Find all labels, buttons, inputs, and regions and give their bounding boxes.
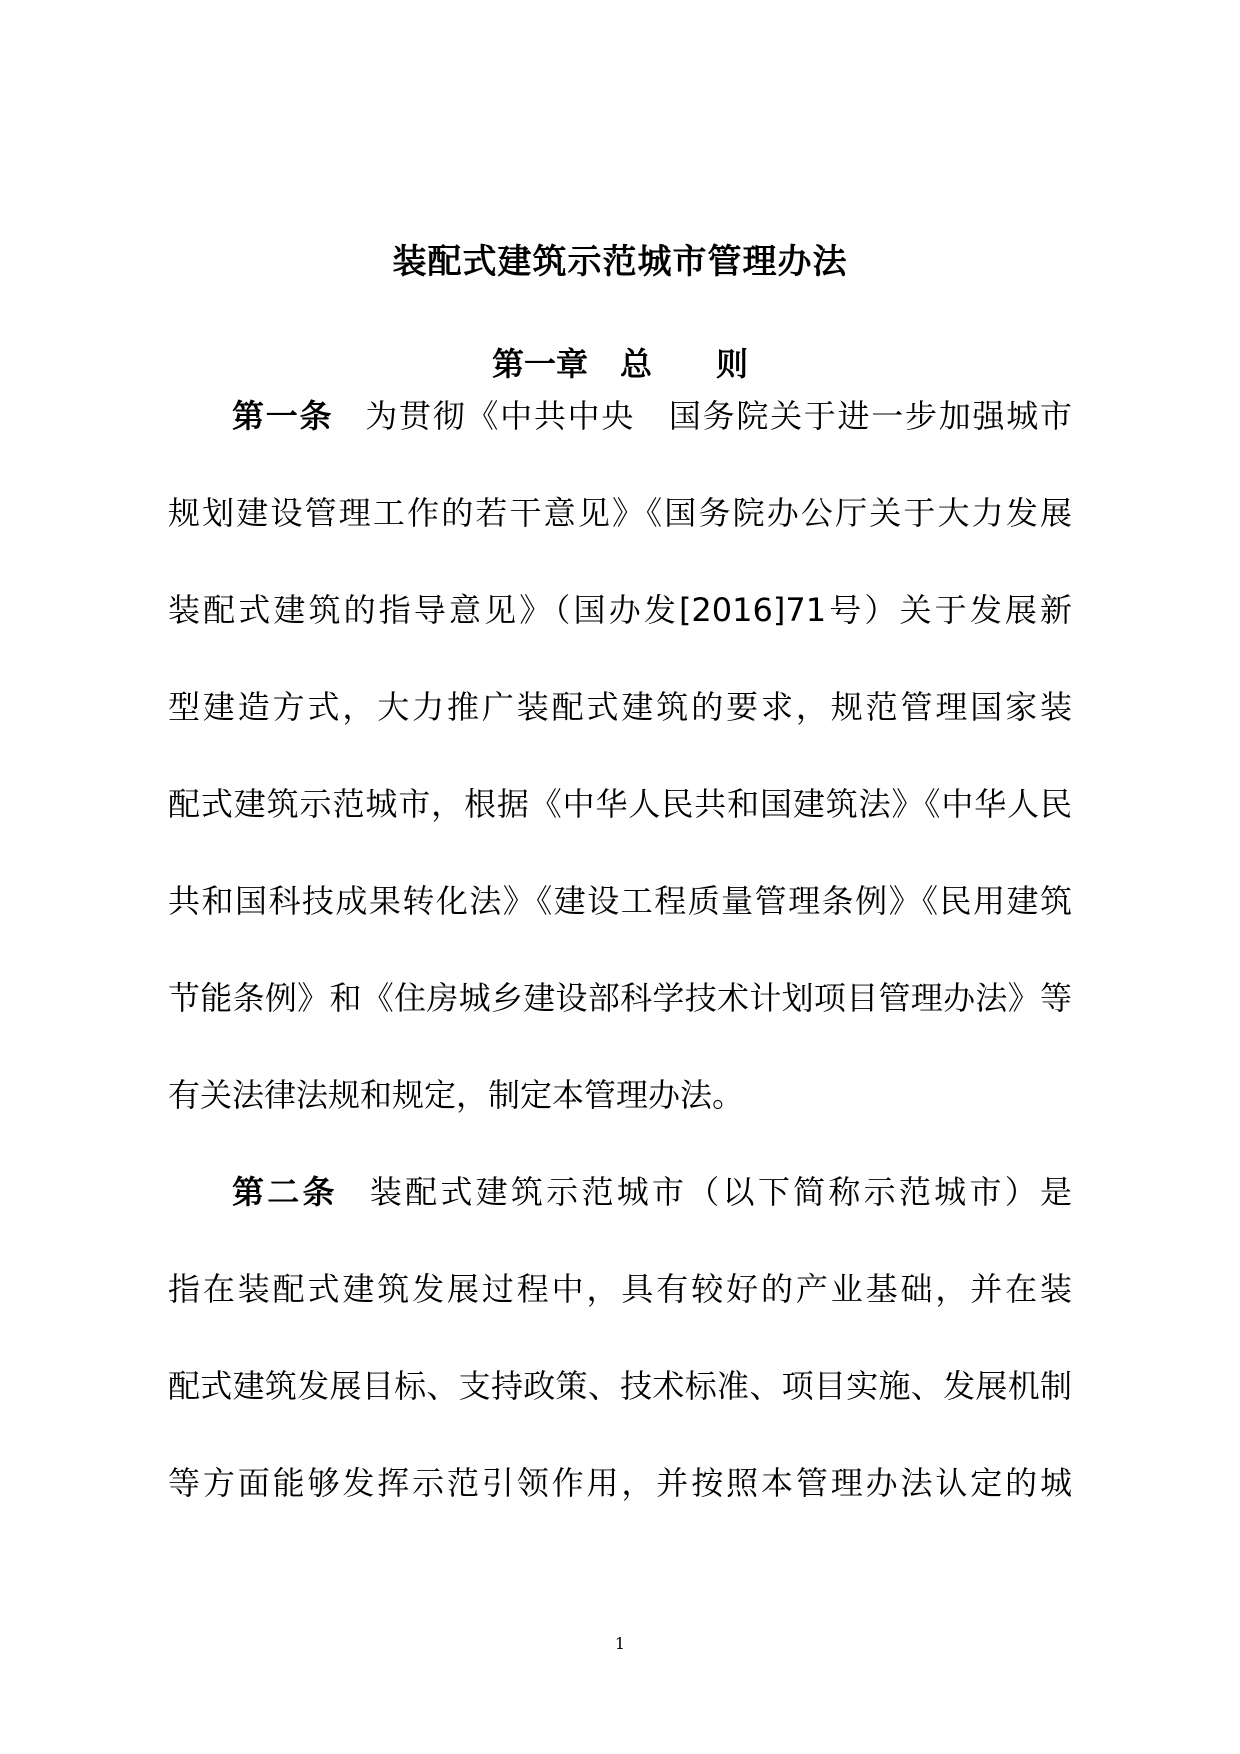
article-1-line: 共和国科技成果转化法》《建设工程质量管理条例》《民用建筑: [168, 882, 1072, 920]
article-1-text-segment: 国务院关于进一步加强城市: [667, 397, 1072, 435]
article-2-text-segment: 装配式建筑示范城市（以下简称示范城市）是: [369, 1173, 1072, 1211]
page-number: 1: [614, 1634, 626, 1653]
article-1-line: 规划建设管理工作的若干意见》《国务院办公厅关于大力发展: [168, 494, 1072, 532]
document-title: 装配式建筑示范城市管理办法: [392, 242, 848, 282]
article-2: [168, 1144, 1072, 1532]
article-1-text-segment: 为贯彻《中共中央: [365, 397, 636, 435]
article-2-line-1: [168, 1144, 1072, 1241]
chapter-heading: 第一章 总 则: [491, 345, 748, 383]
article-2-line: 指在装配式建筑发展过程中，具有较好的产业基础，并在装: [168, 1270, 1072, 1308]
article-1-line: 有关法律法规和规定，制定本管理办法。: [168, 1076, 745, 1114]
article-1-line-1: [168, 368, 1072, 465]
article-2-label: 第二条: [232, 1173, 338, 1211]
article-2-line: 等方面能够发挥示范引领作用，并按照本管理办法认定的城: [168, 1464, 1072, 1502]
article-1-label: 第一条: [232, 397, 334, 435]
article-1-line: 型建造方式，大力推广装配式建筑的要求，规范管理国家装: [168, 688, 1072, 726]
article-1-line: 节能条例》和《住房城乡建设部科学技术计划项目管理办法》等: [168, 979, 1072, 1017]
article-1-line: 装配式建筑的指导意见》（国办发[2016]71号）关于发展新: [168, 591, 1072, 629]
article-1-line: 配式建筑示范城市，根据《中华人民共和国建筑法》《中华人民: [168, 785, 1072, 823]
article-2-line: 配式建筑发展目标、支持政策、技术标准、项目实施、发展机制: [168, 1367, 1072, 1405]
article-1: [168, 368, 1072, 1144]
